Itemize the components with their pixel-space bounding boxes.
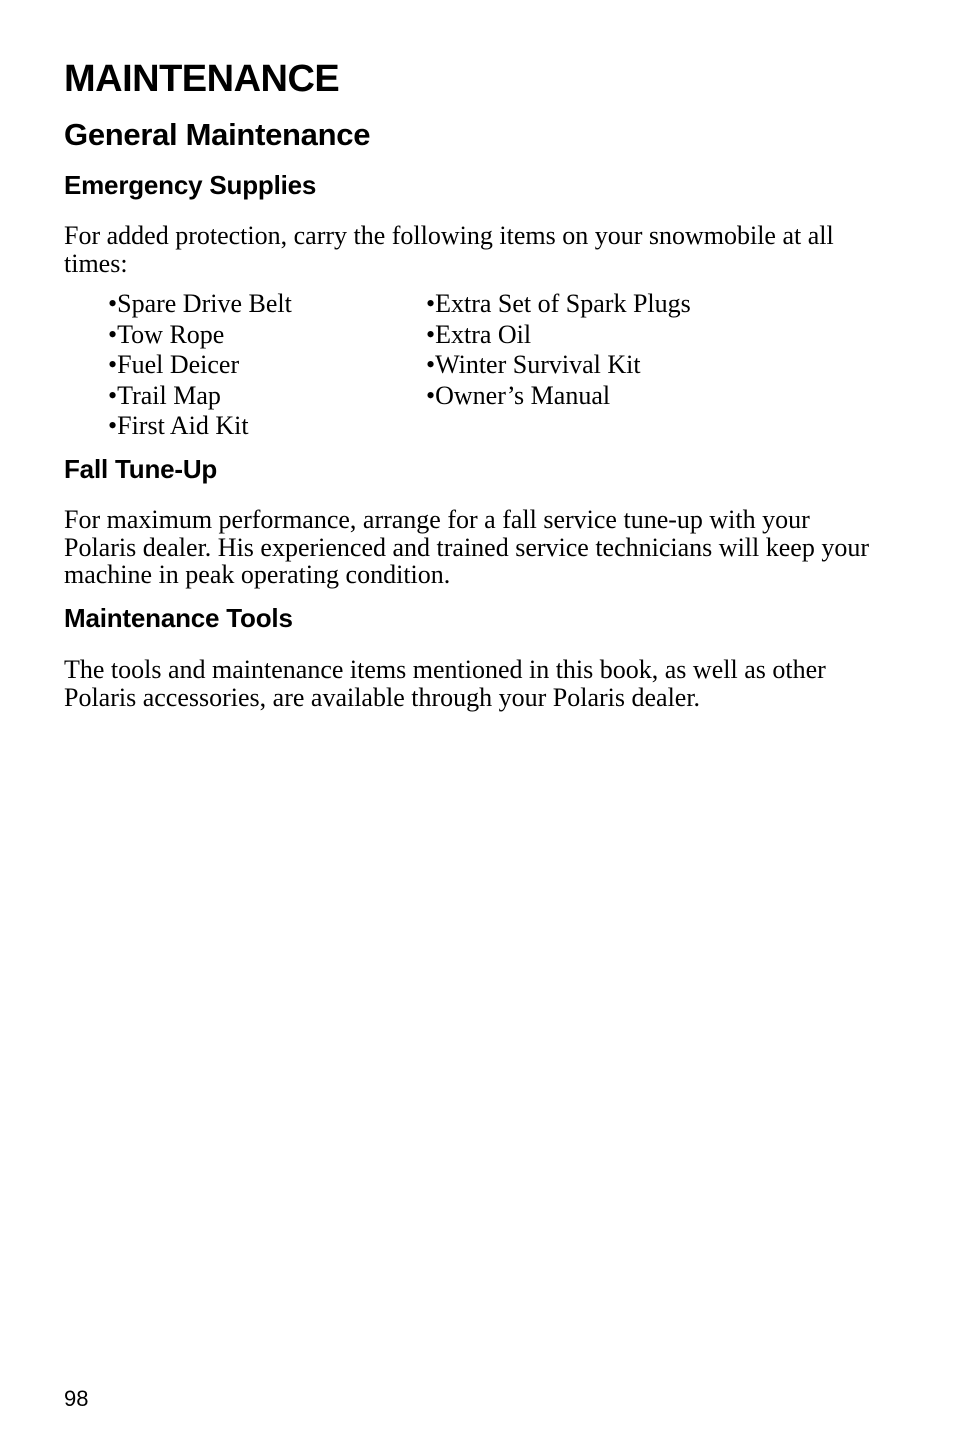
maintenance-tools-body: The tools and maintenance items mentioned in this book, as well as other Polaris accessories, are available through your Polaris dealer.: [64, 655, 826, 712]
supplies-left-column: [108, 289, 292, 442]
chapter-title: MAINTENANCE: [64, 58, 340, 100]
list-item: •Owner’s Manual: [426, 380, 611, 410]
list-item: •Tow Rope: [108, 319, 225, 349]
fall-tuneup-body: For maximum performance, arrange for a fall service tune-up with your Polaris dealer. His experienced and trained service technicians will keep your machine in peak operating condition.: [64, 505, 869, 589]
list-item: •Winter Survival Kit: [426, 350, 641, 379]
emergency-supplies-heading: Emergency Supplies: [64, 170, 317, 200]
section-title: General Maintenance: [64, 117, 371, 152]
list-item: •Extra Set of Spark Plugs: [426, 289, 691, 318]
fall-tuneup-heading: Fall Tune-Up: [64, 454, 218, 484]
list-item: •Extra Oil: [426, 319, 532, 349]
maintenance-tools-heading: Maintenance Tools: [64, 603, 293, 633]
list-item: •Spare Drive Belt: [108, 289, 292, 318]
list-item: •Fuel Deicer: [108, 350, 240, 379]
page-number: 98: [64, 1386, 89, 1411]
supplies-right-column: [426, 289, 691, 411]
list-item: •Trail Map: [108, 380, 221, 410]
emergency-supplies-intro: For added protection, carry the following items on your snowmobile at all times:: [64, 221, 834, 278]
list-item: •First Aid Kit: [108, 411, 249, 440]
